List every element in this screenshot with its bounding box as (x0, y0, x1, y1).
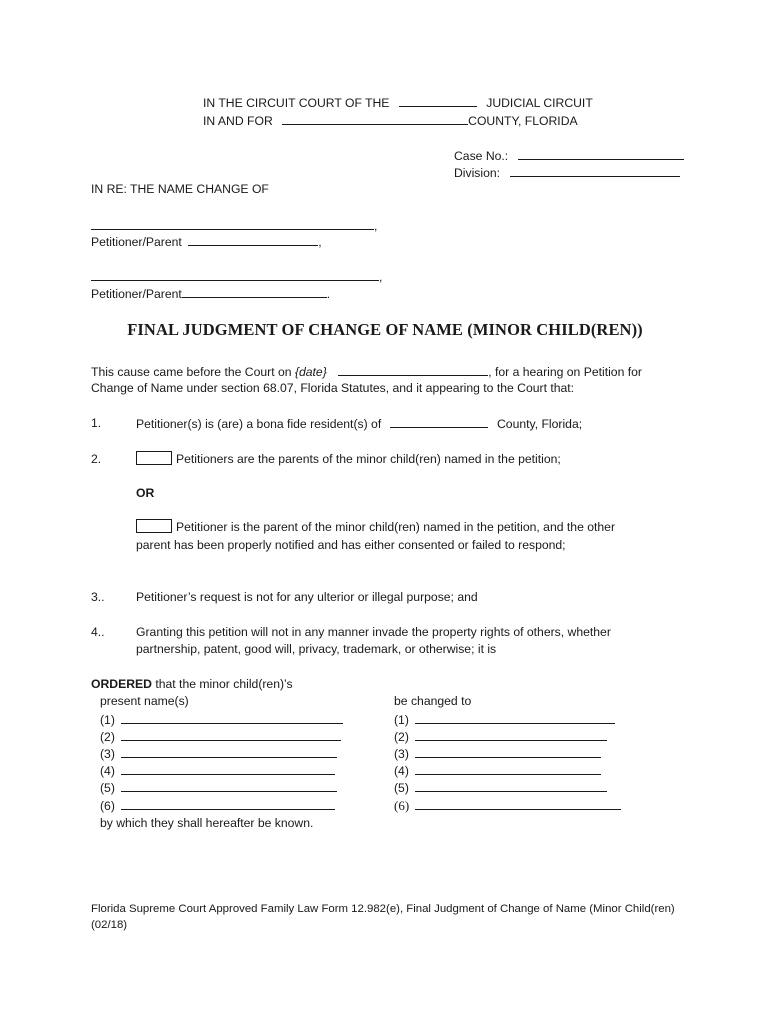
footer-form-line: Florida Supreme Court Approved Family Law Form 12.982(e), Final Judgment of Change of Name (Minor Child(ren) (91, 903, 675, 915)
present-name-number: (4) (100, 764, 115, 778)
new-name-row (394, 745, 601, 762)
ordered-word: ORDERED (91, 677, 152, 691)
present-name-number: (3) (100, 747, 115, 761)
new-name-5-field[interactable] (415, 779, 607, 792)
petitioner-2-parent-field[interactable] (182, 285, 327, 298)
petitioner-1-parent-field[interactable] (188, 233, 318, 246)
present-name-1-field[interactable] (121, 711, 343, 724)
item-2-option-b (136, 519, 615, 535)
division-field[interactable] (510, 164, 680, 177)
item-1-text (136, 415, 582, 432)
item-1-number: 1. (91, 416, 102, 430)
new-name-number: (5) (394, 781, 409, 795)
court-line (203, 94, 593, 111)
division-line (454, 164, 680, 181)
new-name-row (394, 779, 607, 796)
or-label: OR (136, 486, 155, 500)
case-number-field[interactable] (518, 147, 684, 160)
division-label: Division: (454, 166, 501, 180)
present-name-row (100, 797, 335, 814)
item-2-option-b-line-2: parent has been properly notified and has either consented or failed to respond; (136, 538, 566, 552)
petitioner-name-line-2: , (91, 268, 382, 285)
in-re-label: IN RE: THE NAME CHANGE OF (91, 182, 269, 196)
date-placeholder: {date} (294, 365, 327, 379)
item-4-line-1: Granting this petition will not in any manner invade the property rights of others, whether (136, 625, 611, 639)
new-name-row (394, 728, 607, 745)
court-line-suffix: JUDICIAL CIRCUIT (486, 96, 593, 110)
item-2-option-a (136, 451, 561, 467)
new-name-number: (6) (394, 798, 410, 813)
present-name-2-field[interactable] (121, 728, 341, 741)
item-3-number: 3.. (91, 590, 105, 604)
present-name-4-field[interactable] (121, 762, 335, 775)
item-4-line-2: partnership, patent, good will, privacy, trademark, or otherwise; it is (136, 642, 497, 656)
item-2-option-a-text: Petitioners are the parents of the minor child(ren) named in the petition; (176, 452, 561, 466)
item-1-suffix: County, Florida; (497, 417, 583, 431)
petitioner-label-1: Petitioner/Parent (91, 235, 182, 249)
ordered-line (91, 676, 293, 692)
new-name-4-field[interactable] (415, 762, 601, 775)
new-name-number: (4) (394, 764, 409, 778)
new-name-6-field[interactable] (415, 797, 621, 810)
county-line-suffix: COUNTY, FLORIDA (468, 114, 578, 128)
court-line-prefix: IN THE CIRCUIT COURT OF THE (203, 96, 390, 110)
present-name-number: (6) (100, 799, 115, 813)
intro-suffix: , for a hearing on Petition for (488, 365, 642, 379)
petitioner-parent-line-1: Petitioner/Parent , (91, 235, 322, 249)
present-name-number: (2) (100, 730, 115, 744)
hearing-date-field[interactable] (338, 363, 488, 376)
present-name-row (100, 728, 341, 745)
item-4-number: 4.. (91, 625, 105, 639)
changed-to-label: be changed to (394, 694, 472, 708)
item-3-text: Petitioner’s request is not for any ulterior or illegal purpose; and (136, 590, 478, 604)
present-name-number: (5) (100, 781, 115, 795)
new-name-row (394, 797, 621, 814)
present-name-3-field[interactable] (121, 745, 337, 758)
petitioner-parent-line-2: Petitioner/Parent . (91, 287, 331, 301)
present-names-label: present name(s) (100, 694, 189, 708)
present-name-row (100, 762, 335, 779)
new-name-number: (3) (394, 747, 409, 761)
parents-checkbox[interactable] (136, 451, 172, 465)
item-2-number: 2. (91, 452, 102, 466)
footer-revision-date: (02/18) (91, 919, 128, 931)
parent-checkbox[interactable] (136, 519, 172, 533)
present-name-6-field[interactable] (121, 797, 335, 810)
new-name-number: (2) (394, 730, 409, 744)
county-line-prefix: IN AND FOR (203, 114, 273, 128)
circuit-number-field[interactable] (399, 94, 477, 107)
county-name-field[interactable] (282, 112, 468, 125)
new-name-2-field[interactable] (415, 728, 607, 741)
ordered-rest: that the minor child(ren)’s (155, 677, 293, 691)
new-name-1-field[interactable] (415, 711, 615, 724)
petitioner-label-2: Petitioner/Parent (91, 287, 182, 301)
present-name-row (100, 711, 343, 728)
intro-line-2: Change of Name under section 68.07, Florida Statutes, and it appearing to the Court that: (91, 381, 575, 395)
intro-line-1 (91, 363, 642, 380)
present-name-row (100, 779, 337, 796)
present-name-5-field[interactable] (121, 779, 337, 792)
new-name-row (394, 711, 615, 728)
closing-text: by which they shall hereafter be known. (100, 816, 314, 830)
case-no-label: Case No.: (454, 149, 509, 163)
petitioner-name-line-1: , (91, 217, 377, 234)
petitioner-2-name-field[interactable] (91, 268, 379, 281)
present-name-row (100, 745, 337, 762)
intro-prefix: This cause came before the Court on (91, 365, 292, 379)
county-line (203, 112, 578, 129)
item-2-option-b-line-1: Petitioner is the parent of the minor child(ren) named in the petition, and the other (176, 520, 616, 534)
present-name-number: (1) (100, 713, 115, 727)
item-1-prefix: Petitioner(s) is (are) a bona fide resident(s) of (136, 417, 382, 431)
case-number-line (454, 147, 684, 164)
new-name-number: (1) (394, 713, 409, 727)
new-name-row (394, 762, 601, 779)
petitioner-1-name-field[interactable] (91, 217, 374, 230)
residence-county-field[interactable] (390, 415, 488, 428)
new-name-3-field[interactable] (415, 745, 601, 758)
page-title: FINAL JUDGMENT OF CHANGE OF NAME (MINOR CHILD(REN)) (127, 320, 643, 339)
